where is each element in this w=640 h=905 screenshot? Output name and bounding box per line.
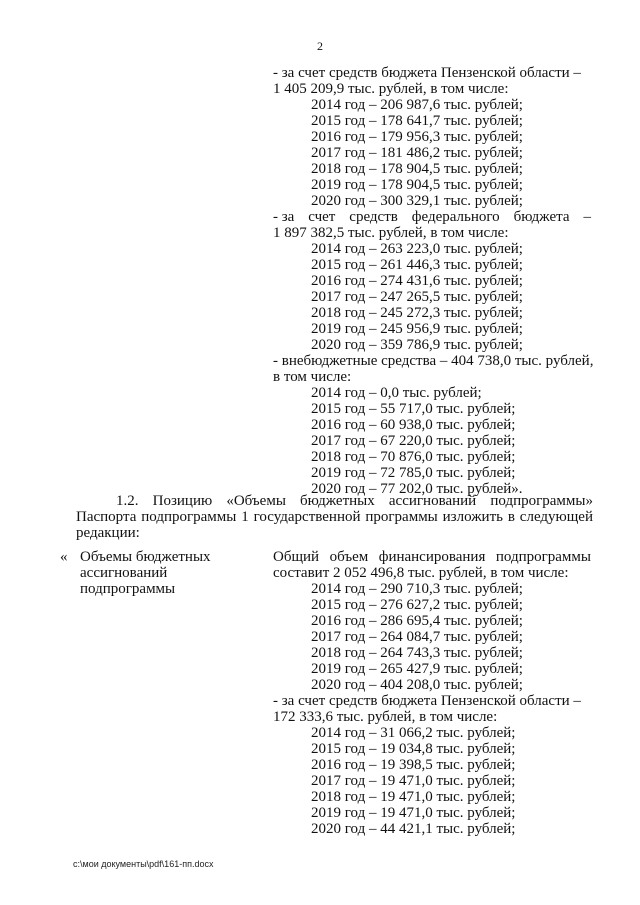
total-financing-intro bbox=[273, 549, 591, 565]
item-word: 1.2. bbox=[116, 493, 139, 509]
regional-year-line: 2019 год – 178 904,5 тыс. рублей; bbox=[311, 177, 523, 193]
regional-year-line: 2020 год – 300 329,1 тыс. рублей; bbox=[311, 193, 523, 209]
item-word: Позицию bbox=[152, 493, 213, 509]
total-intro-word: Общий bbox=[273, 549, 320, 565]
federal-year-line: 2020 год – 359 786,9 тыс. рублей; bbox=[311, 337, 523, 353]
item-1-2-line3: редакции: bbox=[76, 525, 140, 541]
regional-year-line: 2018 год – 178 904,5 тыс. рублей; bbox=[311, 161, 523, 177]
total-year-line: 2014 год – 290 710,3 тыс. рублей; bbox=[311, 581, 523, 597]
table-regional-year-line: 2018 год – 19 471,0 тыс. рублей; bbox=[311, 789, 516, 805]
total-intro-word: финансирования bbox=[378, 549, 486, 565]
regional-year-line: 2014 год – 206 987,6 тыс. рублей; bbox=[311, 97, 523, 113]
total-financing-line: составит 2 052 496,8 тыс. рублей, в том числе: bbox=[273, 565, 569, 581]
total-intro-word: объем bbox=[329, 549, 369, 565]
extrabudget-year-line: 2020 год – 77 202,0 тыс. рублей». bbox=[311, 481, 523, 497]
federal-intro-word: - за bbox=[273, 209, 295, 225]
extrabudget-year-line: 2019 год – 72 785,0 тыс. рублей; bbox=[311, 465, 516, 481]
total-year-line: 2015 год – 276 627,2 тыс. рублей; bbox=[311, 597, 523, 613]
item-word: в bbox=[507, 509, 515, 525]
item-word: следующей bbox=[519, 509, 593, 525]
federal-year-line: 2016 год – 274 431,6 тыс. рублей; bbox=[311, 273, 523, 289]
item-1-2-line2 bbox=[76, 509, 593, 525]
regional-year-line: 2016 год – 179 956,3 тыс. рублей; bbox=[311, 129, 523, 145]
item-word: изложить bbox=[442, 509, 503, 525]
extrabudget-year-line: 2015 год – 55 717,0 тыс. рублей; bbox=[311, 401, 516, 417]
open-quote: « bbox=[60, 549, 68, 565]
table-label-line: ассигнований bbox=[80, 565, 168, 581]
page-number: 2 bbox=[317, 39, 323, 53]
federal-intro-word: счет bbox=[308, 209, 336, 225]
federal-intro-word: – bbox=[583, 209, 591, 225]
regional-year-line: 2015 год – 178 641,7 тыс. рублей; bbox=[311, 113, 523, 129]
extrabudget-year-line: 2017 год – 67 220,0 тыс. рублей; bbox=[311, 433, 516, 449]
item-word: подпрограммы bbox=[141, 509, 237, 525]
item-word: «Объемы bbox=[226, 493, 286, 509]
federal-year-line: 2014 год – 263 223,0 тыс. рублей; bbox=[311, 241, 523, 257]
table-regional-total: 172 333,6 тыс. рублей, в том числе: bbox=[273, 709, 498, 725]
extrabudget-intro: - внебюджетные средства – 404 738,0 тыс. рублей, bbox=[273, 353, 594, 369]
item-word: программы bbox=[365, 509, 438, 525]
extrabudget-year-line: 2016 год – 60 938,0 тыс. рублей; bbox=[311, 417, 516, 433]
table-regional-year-line: 2014 год – 31 066,2 тыс. рублей; bbox=[311, 725, 516, 741]
extrabudget-sub: в том числе: bbox=[273, 369, 352, 385]
total-year-line: 2018 год – 264 743,3 тыс. рублей; bbox=[311, 645, 523, 661]
table-regional-year-line: 2019 год – 19 471,0 тыс. рублей; bbox=[311, 805, 516, 821]
federal-year-line: 2018 год – 245 272,3 тыс. рублей; bbox=[311, 305, 523, 321]
federal-intro-word: средств bbox=[349, 209, 398, 225]
item-word: бюджетных bbox=[300, 493, 375, 509]
item-word: Паспорта bbox=[76, 509, 137, 525]
table-regional-year-line: 2017 год – 19 471,0 тыс. рублей; bbox=[311, 773, 516, 789]
item-1-2-line1 bbox=[116, 493, 593, 509]
federal-intro-word: бюджета bbox=[513, 209, 570, 225]
total-year-line: 2020 год – 404 208,0 тыс. рублей; bbox=[311, 677, 523, 693]
item-word: подпрограммы» bbox=[490, 493, 593, 509]
extrabudget-year-line: 2014 год – 0,0 тыс. рублей; bbox=[311, 385, 482, 401]
regional-budget-total: 1 405 209,9 тыс. рублей, в том числе: bbox=[273, 81, 509, 97]
item-word: 1 bbox=[241, 509, 249, 525]
regional-budget-intro: - за счет средств бюджета Пензенской области – bbox=[273, 65, 581, 81]
total-year-line: 2017 год – 264 084,7 тыс. рублей; bbox=[311, 629, 523, 645]
footer-file-path: c:\мои документы\pdf\161-пп.docx bbox=[73, 859, 214, 869]
table-regional-intro: - за счет средств бюджета Пензенской области – bbox=[273, 693, 581, 709]
total-intro-word: подпрограммы bbox=[495, 549, 591, 565]
federal-intro-word: федерального bbox=[411, 209, 500, 225]
table-label-line: подпрограммы bbox=[80, 581, 176, 597]
total-year-line: 2019 год – 265 427,9 тыс. рублей; bbox=[311, 661, 523, 677]
item-word: государственной bbox=[253, 509, 361, 525]
federal-budget-total: 1 897 382,5 тыс. рублей, в том числе: bbox=[273, 225, 509, 241]
federal-year-line: 2017 год – 247 265,5 тыс. рублей; bbox=[311, 289, 523, 305]
table-regional-year-line: 2020 год – 44 421,1 тыс. рублей; bbox=[311, 821, 516, 837]
item-word: ассигнований bbox=[388, 493, 477, 509]
regional-year-line: 2017 год – 181 486,2 тыс. рублей; bbox=[311, 145, 523, 161]
federal-year-line: 2019 год – 245 956,9 тыс. рублей; bbox=[311, 321, 523, 337]
federal-budget-intro bbox=[273, 209, 591, 225]
federal-year-line: 2015 год – 261 446,3 тыс. рублей; bbox=[311, 257, 523, 273]
table-regional-year-line: 2015 год – 19 034,8 тыс. рублей; bbox=[311, 741, 516, 757]
total-year-line: 2016 год – 286 695,4 тыс. рублей; bbox=[311, 613, 523, 629]
table-regional-year-line: 2016 год – 19 398,5 тыс. рублей; bbox=[311, 757, 516, 773]
table-label-line: Объемы бюджетных bbox=[80, 549, 211, 565]
extrabudget-year-line: 2018 год – 70 876,0 тыс. рублей; bbox=[311, 449, 516, 465]
